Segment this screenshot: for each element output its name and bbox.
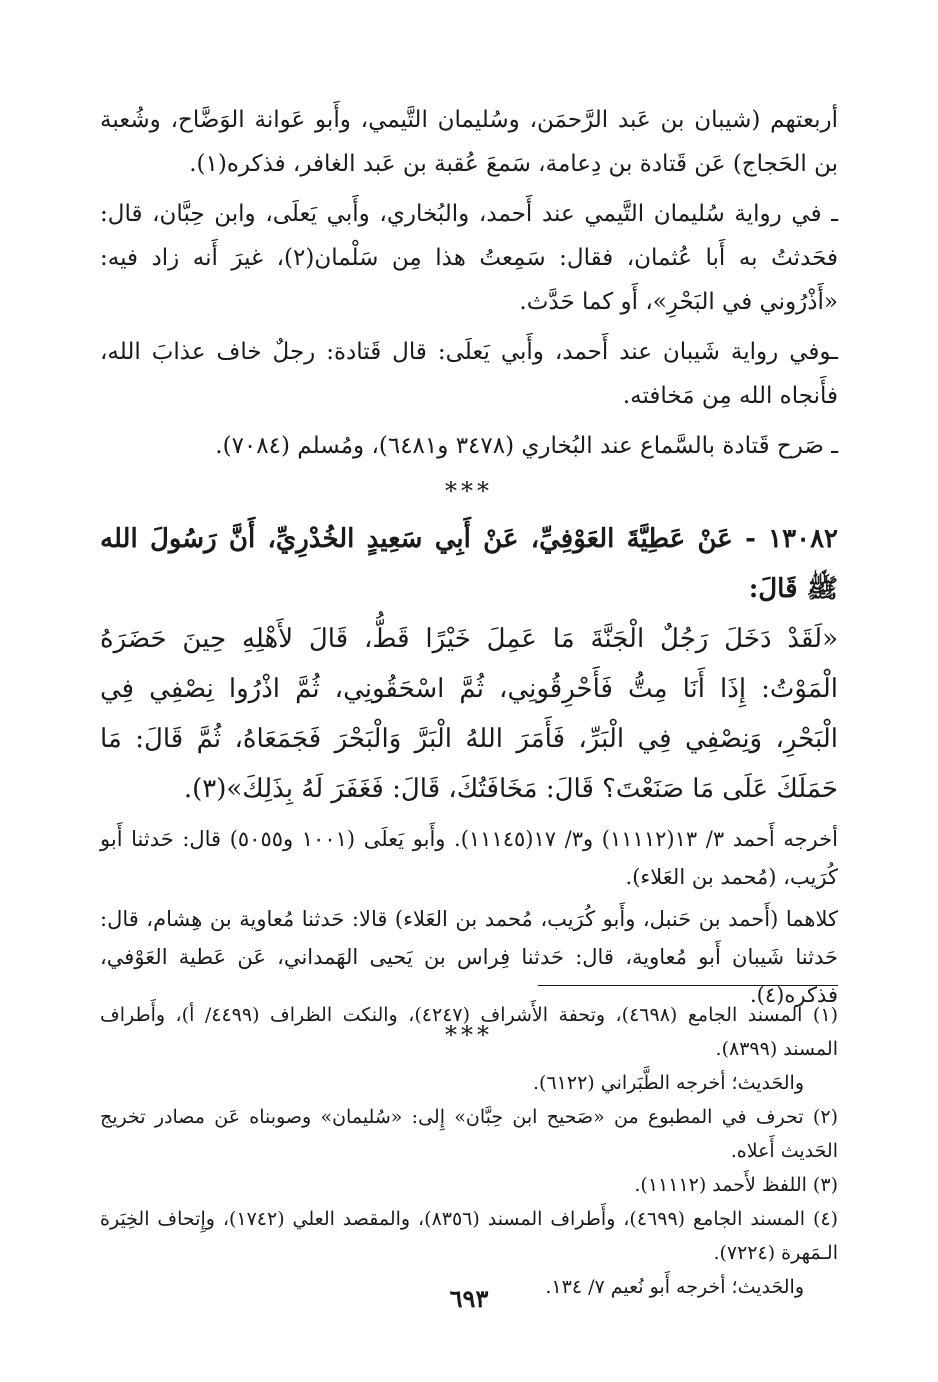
main-text <box>100 98 838 1058</box>
paragraph-chain: أربعتهم (شيبان بن عَبد الرَّحمَن، وسُليمان التَّيمي، وأَبو عَوانة الوَضَّاح، وشُعبة بن الحَجاج) عَن قَتادة بن دِعامة، سَمعَ عُقبة بن عَبد الغافر، فذكره(١). <box>100 107 838 177</box>
paragraph-shayban-note: ـوفي رواية شَيبان عند أَحمد، وأَبي يَعلَى: قال قَتادة: رجلٌ خاف عذابَ الله، فأَنجاه الله مِن مَخافته. <box>100 339 838 409</box>
separator-stars: *** <box>445 1021 493 1049</box>
paragraph-sulayman-note: ـ في رواية سُليمان التَّيمي عند أَحمد، والبُخاري، وأَبي يَعلَى، وابن حِبَّان، قال: فحَدثتُ به أَبا عُثمان، فقال: سَمِعتُ هذا مِن سَلْمان(٢)، غيرَ أَنه زاد فيه: «أَذْرُوني في البَحْرِ»، أَو كما حَدَّث. <box>100 201 838 315</box>
footnote-1: (١) المسند الجامع (٤٦٩٨)، وتحفة الأَشراف (٤٢٤٧)، والنكت الظراف (٤٤٩٩/ أ)، وأَطراف المسند (٨٣٩٩). <box>100 1004 838 1060</box>
footnote-3: (٣) اللفظ لأَحمد (١١١١٢). <box>634 1174 838 1196</box>
hadith-heading: ١٣٠٨٢ - عَنْ عَطِيَّةَ العَوْفِيِّ، عَنْ أَبِي سَعِيدٍ الخُدْرِيِّ، أَنَّ رَسُولَ الله ﷺ قَالَ: <box>100 524 838 604</box>
footnote-divider <box>538 985 838 986</box>
footnote-4: (٤) المسند الجامع (٤٦٩٩)، وأَطراف المسند (٨٣٥٦)، والمقصد العلي (١٧٤٢)، وإِتحاف الخِيَرة الـمَهرة (٧٢٢٤). <box>100 1208 838 1264</box>
page-number: ٦٩٣ <box>449 1284 489 1313</box>
separator-stars: *** <box>445 477 493 505</box>
paragraph-isnad: كلاهما (أَحمد بن حَنبل، وأَبو كُرَيب، مُحمد بن العَلاء) قالا: حَدثنا مُعاوية بن هِشام، قال: حَدثنا شَيبان أَبو مُعاوية، قال: حَدثنا فِراس بن يَحيى الهَمداني، عَن عَطية العَوْفي، فذكره(٤). <box>100 907 838 1007</box>
footnote-4-continuation: والحَديث؛ أخرجه أَبو نُعيم ٧/ ١٣٤. <box>545 1276 804 1298</box>
paragraph-sama-note: ـ صَرح قَتادة بالسَّماع عند البُخاري (٣٤٧٨ و٦٤٨١)، ومُسلم (٧٠٨٤). <box>215 433 838 459</box>
paragraph-takhrij: أخرجه أَحمد ٣/ ١٣(١١١١٢) و٣/ ١٧(١١١٤٥). وأَبو يَعلَى (١٠٠١ و٥٠٥٥) قال: حَدثنا أَبو كُرَيب، (مُحمد بن العَلاء). <box>100 827 838 889</box>
hadith-text: «لَقَدْ دَخَلَ رَجُلٌ الْجَنَّةَ مَا عَمِلَ خَيْرًا قَطُّ، قَالَ لأَهْلِهِ حِينَ حَضَرَهُ الْمَوْتُ: إِذَا أَنَا مِتُّ فَأَحْرِقُونِي، ثُمَّ اسْحَقُونِي، ثُمَّ اذْرُوا نِصْفِي فِي الْبَحْرِ، وَنِصْفِي فِي الْبَرِّ، فَأَمَرَ اللهُ الْبَرَّ وَالْبَحْرَ فَجَمَعَاهُ، ثُمَّ قَالَ: مَا حَمَلَكَ عَلَى مَا صَنَعْتَ؟ قَالَ: مَخَافَتُكَ، قَالَ: فَغَفَرَ لَهُ بِذَلِكَ»(٣). <box>100 624 838 804</box>
footnotes <box>100 998 838 1304</box>
footnote-2: (٢) تحرف في المطبوع من «صَحيح ابن حِبَّان» إِلى: «سُليمان» وصوبناه عَن مصادر تخريج الحَديث أَعلاه. <box>100 1106 838 1162</box>
footnote-1-continuation: والحَديث؛ أخرجه الطَّبَراني (٦١٢٢). <box>533 1072 804 1094</box>
